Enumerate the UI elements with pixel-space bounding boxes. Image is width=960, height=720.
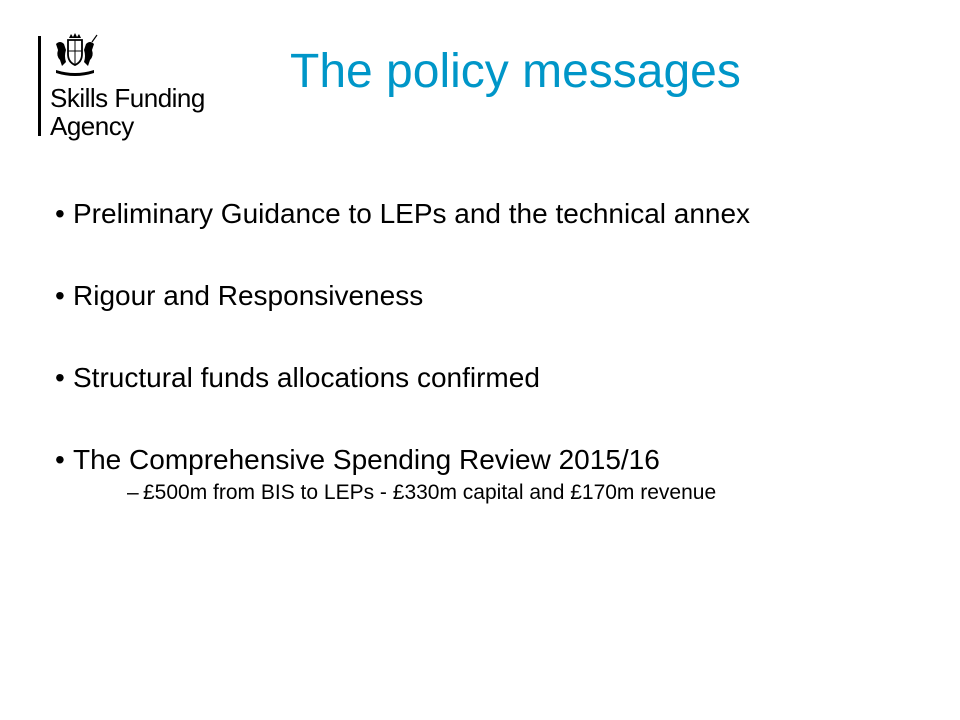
bullet-text: Preliminary Guidance to LEPs and the technical annex: [73, 198, 751, 229]
bullet-marker: •: [55, 444, 65, 475]
sub-bullet-text: £500m from BIS to LEPs - £330m capital and £170m revenue: [143, 481, 717, 504]
bullet-item: [55, 195, 915, 233]
sub-bullet-marker: –: [127, 481, 139, 504]
agency-logo: [38, 32, 238, 142]
bullet-marker: •: [55, 362, 65, 393]
slide-title: The policy messages: [290, 45, 741, 98]
bullet-marker: •: [55, 198, 65, 229]
bullet-text: The Comprehensive Spending Review 2015/16: [73, 444, 660, 475]
agency-name-line-1: Skills Funding: [50, 83, 205, 113]
bullet-item: [55, 441, 915, 479]
sub-bullet-item: [55, 479, 915, 507]
bullet-item: [55, 277, 915, 315]
agency-name: [50, 84, 205, 140]
bullet-item: [55, 359, 915, 397]
bullet-text: Structural funds allocations confirmed: [73, 362, 540, 393]
bullet-marker: •: [55, 280, 65, 311]
agency-name-line-2: Agency: [50, 111, 134, 141]
royal-crest-icon: [50, 32, 100, 78]
logo-divider-bar: [38, 36, 41, 136]
bullet-text: Rigour and Responsiveness: [73, 280, 424, 311]
slide-content: [55, 195, 915, 507]
